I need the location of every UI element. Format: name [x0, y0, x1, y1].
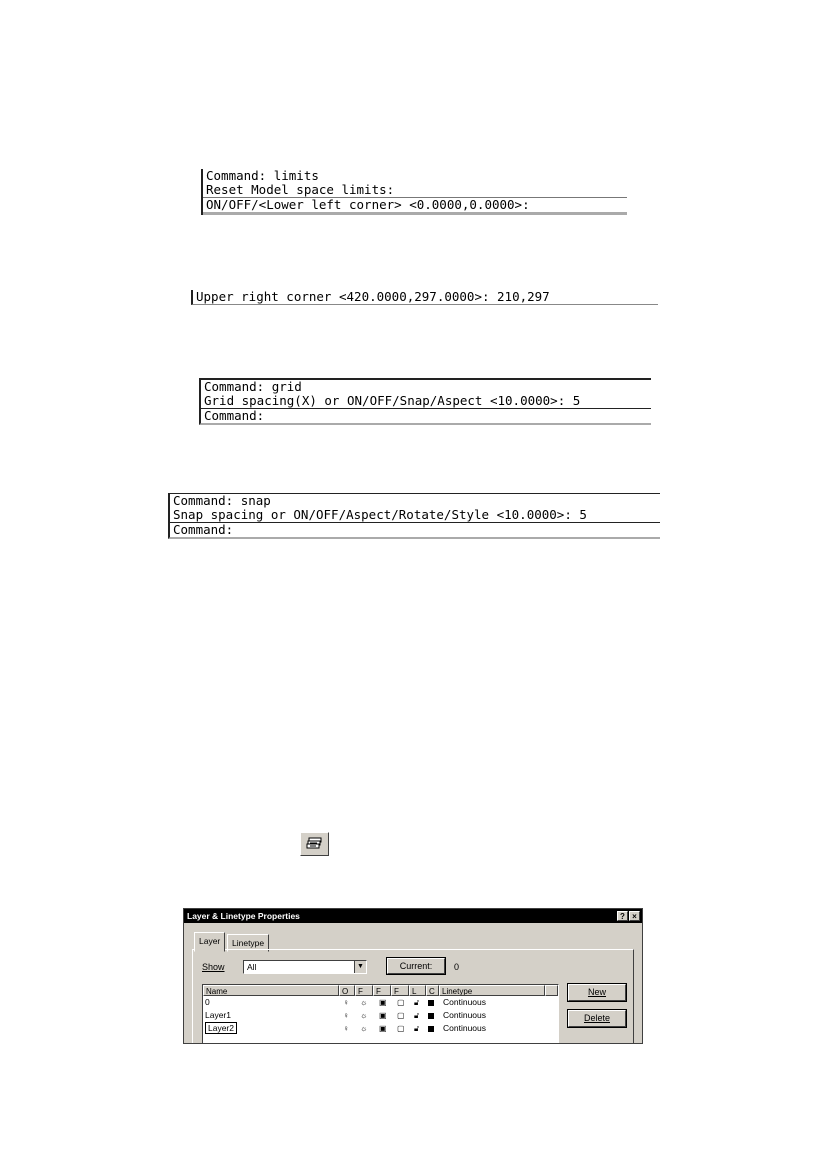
layers-toolbar-button[interactable]	[300, 832, 329, 856]
command-text: ON/OFF/<Lower left corner> <0.0000,0.0000>:	[203, 198, 627, 215]
sun-icon[interactable]: ☼	[360, 998, 368, 1007]
lightbulb-icon[interactable]: ♀	[343, 1011, 349, 1020]
chevron-down-icon[interactable]: ▼	[354, 961, 366, 973]
column-header-freeze[interactable]: F	[355, 985, 373, 996]
command-line-snap	[168, 493, 660, 539]
current-layer-value: 0	[454, 962, 460, 972]
command-text: Snap spacing or ON/OFF/Aspect/Rotate/Style <10.0000>: 5	[170, 508, 660, 523]
command-text: Grid spacing(X) or ON/OFF/Snap/Aspect <10.0000>: 5	[201, 394, 651, 409]
column-header-freeze-new[interactable]: F	[391, 985, 409, 996]
dialog-titlebar	[184, 909, 642, 923]
sun-icon[interactable]: ☼	[360, 1011, 368, 1020]
dialog-title: Layer & Linetype Properties	[187, 911, 300, 921]
color-swatch[interactable]	[428, 1009, 434, 1022]
delete-button-label: Delete	[583, 1013, 610, 1023]
unlocked-padlock-icon[interactable]: 🔓︎	[414, 1024, 420, 1033]
column-header-color[interactable]: C	[426, 985, 439, 996]
tab-linetype[interactable]: Linetype	[227, 934, 269, 952]
command-line-grid	[199, 378, 651, 425]
new-layer-button[interactable]	[568, 984, 626, 1001]
sun-icon[interactable]: ☼	[360, 1024, 368, 1033]
current-button[interactable]	[387, 958, 445, 974]
layers-icon	[301, 833, 328, 855]
unlocked-padlock-icon[interactable]: 🔓︎	[414, 998, 420, 1007]
help-button[interactable]: ?	[617, 911, 628, 921]
table-row[interactable]	[203, 996, 558, 1009]
new-button-label: New	[587, 987, 606, 997]
column-header-spacer	[545, 985, 558, 996]
color-swatch[interactable]	[428, 996, 434, 1009]
command-text: Command: limits	[206, 168, 319, 183]
freeze-new-icon[interactable]: ▢	[397, 998, 405, 1007]
show-label-text: Show	[202, 962, 225, 972]
command-line-limits	[201, 169, 627, 215]
linetype-value[interactable]: Continuous	[443, 997, 487, 1007]
freeze-new-icon[interactable]: ▢	[397, 1011, 405, 1020]
lightbulb-icon[interactable]: ♀	[343, 998, 349, 1007]
unlocked-padlock-icon[interactable]: 🔓︎	[414, 1011, 420, 1020]
show-dropdown[interactable]	[243, 960, 367, 974]
color-swatch[interactable]	[428, 1022, 434, 1035]
show-dropdown-value: All	[247, 962, 257, 972]
linetype-value[interactable]: Continuous	[443, 1023, 487, 1033]
command-text: Command: grid	[204, 379, 302, 394]
layer-name: 0	[205, 997, 210, 1007]
linetype-value[interactable]: Continuous	[443, 1010, 487, 1020]
lightbulb-icon[interactable]: ♀	[343, 1024, 349, 1033]
freeze-viewport-icon[interactable]: ▣	[379, 998, 387, 1007]
close-button[interactable]: ×	[629, 911, 640, 921]
table-row[interactable]	[203, 1009, 558, 1022]
column-header-on[interactable]: O	[339, 985, 355, 996]
layer-linetype-dialog	[183, 908, 643, 1044]
column-header-linetype[interactable]: Linetype	[439, 985, 545, 996]
command-text: Command:	[173, 522, 234, 537]
layer-name-input[interactable]: Layer2	[205, 1022, 237, 1034]
show-label	[202, 962, 225, 972]
command-line-upper-right	[191, 290, 658, 305]
current-button-label: Current:	[399, 961, 433, 971]
column-header-name[interactable]: Name	[203, 985, 339, 996]
table-row[interactable]	[203, 1022, 558, 1035]
tab-layer[interactable]: Layer	[194, 932, 225, 952]
command-text: Upper right corner <420.0000,297.0000>: 210,297	[196, 289, 550, 304]
column-header-lock[interactable]: L	[409, 985, 426, 996]
freeze-viewport-icon[interactable]: ▣	[379, 1024, 387, 1033]
command-text: Reset Model space limits:	[203, 183, 627, 198]
freeze-viewport-icon[interactable]: ▣	[379, 1011, 387, 1020]
command-text: Command:	[204, 408, 265, 423]
command-text: Command: snap	[173, 493, 271, 508]
layer-list[interactable]	[202, 984, 559, 1044]
layer-name: Layer1	[205, 1010, 231, 1020]
delete-layer-button[interactable]	[568, 1010, 626, 1027]
layer-name-edit[interactable]	[205, 1022, 237, 1035]
freeze-new-icon[interactable]: ▢	[397, 1024, 405, 1033]
column-header-freeze-viewport[interactable]: F	[373, 985, 391, 996]
